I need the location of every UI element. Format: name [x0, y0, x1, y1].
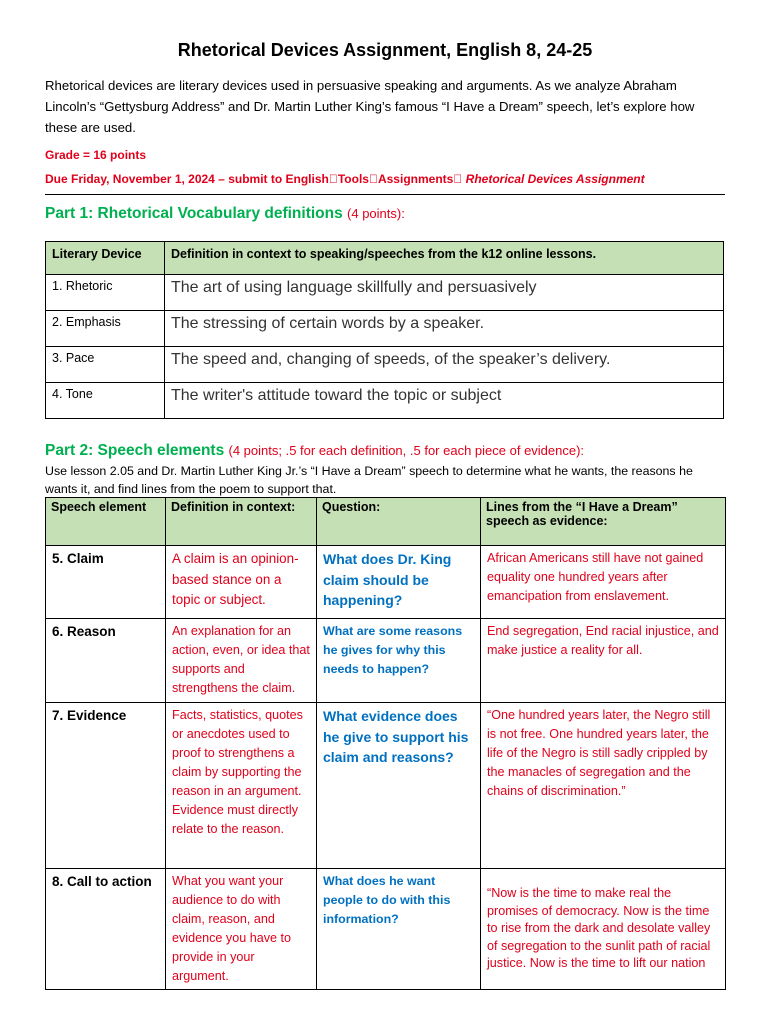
definition-cell[interactable]: The writer's attitude toward the topic or subject: [165, 383, 724, 419]
part2-description: Use lesson 2.05 and Dr. Martin Luther King Jr.’s “I Have a Dream” speech to determine what he wants, the reasons he wants it, and find lines from the poem to support that.: [45, 464, 693, 496]
table-row: [46, 546, 726, 619]
column-header: Literary Device: [46, 242, 165, 275]
page-title: Rhetorical Devices Assignment, English 8, 24-25: [177, 40, 593, 60]
vocabulary-table: [45, 241, 724, 419]
definition-cell[interactable]: What you want your audience to do with claim, reason, and evidence you have to provide in your argument.: [166, 869, 317, 990]
table-header-row: [46, 242, 724, 275]
column-header: Definition in context:: [166, 498, 317, 546]
table-row: [46, 311, 724, 347]
definition-cell[interactable]: Facts, statistics, quotes or anecdotes used to proof to strengthens a claim by supporting the reason in an argument. Evidence must directly relate to the reason.: [166, 703, 317, 869]
definition-cell[interactable]: The stressing of certain words by a speaker.: [165, 311, 724, 347]
element-cell: 5. Claim: [46, 546, 166, 619]
table-row: [46, 703, 726, 869]
evidence-cell[interactable]: African Americans still have not gained equality one hundred years after emancipation from enslavement.: [481, 546, 726, 619]
part2-points: (4 points; .5 for each definition, .5 for each piece of evidence):: [228, 443, 585, 458]
evidence-cell[interactable]: “Now is the time to make real the promises of democracy. Now is the time to rise from the dark and desolate valley of segregation to the sunlit path of racial justice. Now is the time to lift our nation: [481, 869, 726, 990]
table-row: [46, 869, 726, 990]
due-line: [45, 172, 645, 186]
element-cell: 7. Evidence: [46, 703, 166, 869]
due-assignment-name: Rhetorical Devices Assignment: [444, 172, 624, 186]
device-cell: 2. Emphasis: [46, 311, 165, 347]
due-text: Due Friday, November 1, 2024 – submit to English Tools Assignments: [45, 172, 445, 186]
column-header: Definition in context to speaking/speeches from the k12 online lessons.: [165, 242, 724, 275]
grade-line: Grade = 16 points: [45, 148, 147, 162]
device-cell: 3. Pace: [46, 347, 165, 383]
definition-cell[interactable]: An explanation for an action, even, or idea that supports and strengthens the claim.: [166, 619, 317, 703]
column-header: Speech element: [46, 498, 166, 546]
speech-elements-table: [45, 497, 726, 990]
table-row: [46, 275, 724, 311]
device-cell: 1. Rhetoric: [46, 275, 165, 311]
part2-heading: [45, 442, 584, 460]
intro-paragraph: Rhetorical devices are literary devices used in persuasive speaking and arguments. As we analyze Abraham Lincoln’s “Gettysburg Address” and Dr. Martin Luther King’s famous “I Have a Dream” speech, let’s explore how these are used.: [45, 78, 695, 135]
column-header: Question:: [317, 498, 481, 546]
device-cell: 4. Tone: [46, 383, 165, 419]
element-cell: 6. Reason: [46, 619, 166, 703]
element-cell: 8. Call to action: [46, 869, 166, 990]
divider: [45, 194, 725, 195]
question-cell: What evidence does he give to support his claim and reasons?: [317, 703, 481, 869]
part1-points: (4 points):: [347, 206, 405, 221]
definition-cell[interactable]: A claim is an opinion-based stance on a topic or subject.: [166, 546, 317, 619]
evidence-cell[interactable]: End segregation, End racial injustice, and make justice a reality for all.: [481, 619, 726, 703]
column-header: Lines from the “I Have a Dream” speech as evidence:: [481, 498, 726, 546]
part1-heading: [45, 205, 405, 223]
definition-cell[interactable]: The speed and, changing of speeds, of the speaker’s delivery.: [165, 347, 724, 383]
table-header-row: [46, 498, 726, 546]
question-cell: What does Dr. King claim should be happening?: [317, 546, 481, 619]
table-row: [46, 347, 724, 383]
table-row: [46, 619, 726, 703]
part1-title: Part 1: Rhetorical Vocabulary definitions: [45, 205, 348, 222]
question-cell: What are some reasons he gives for why this needs to happen?: [317, 619, 481, 703]
table-row: [46, 383, 724, 419]
part2-title: Part 2: Speech elements: [45, 442, 229, 459]
evidence-cell[interactable]: “One hundred years later, the Negro still is not free. One hundred years later, the life of the Negro is still sadly crippled by the manacles of segregation and the chains of discrimination.”: [481, 703, 726, 869]
definition-cell[interactable]: The art of using language skillfully and persuasively: [165, 275, 724, 311]
question-cell: What does he want people to do with this information?: [317, 869, 481, 990]
